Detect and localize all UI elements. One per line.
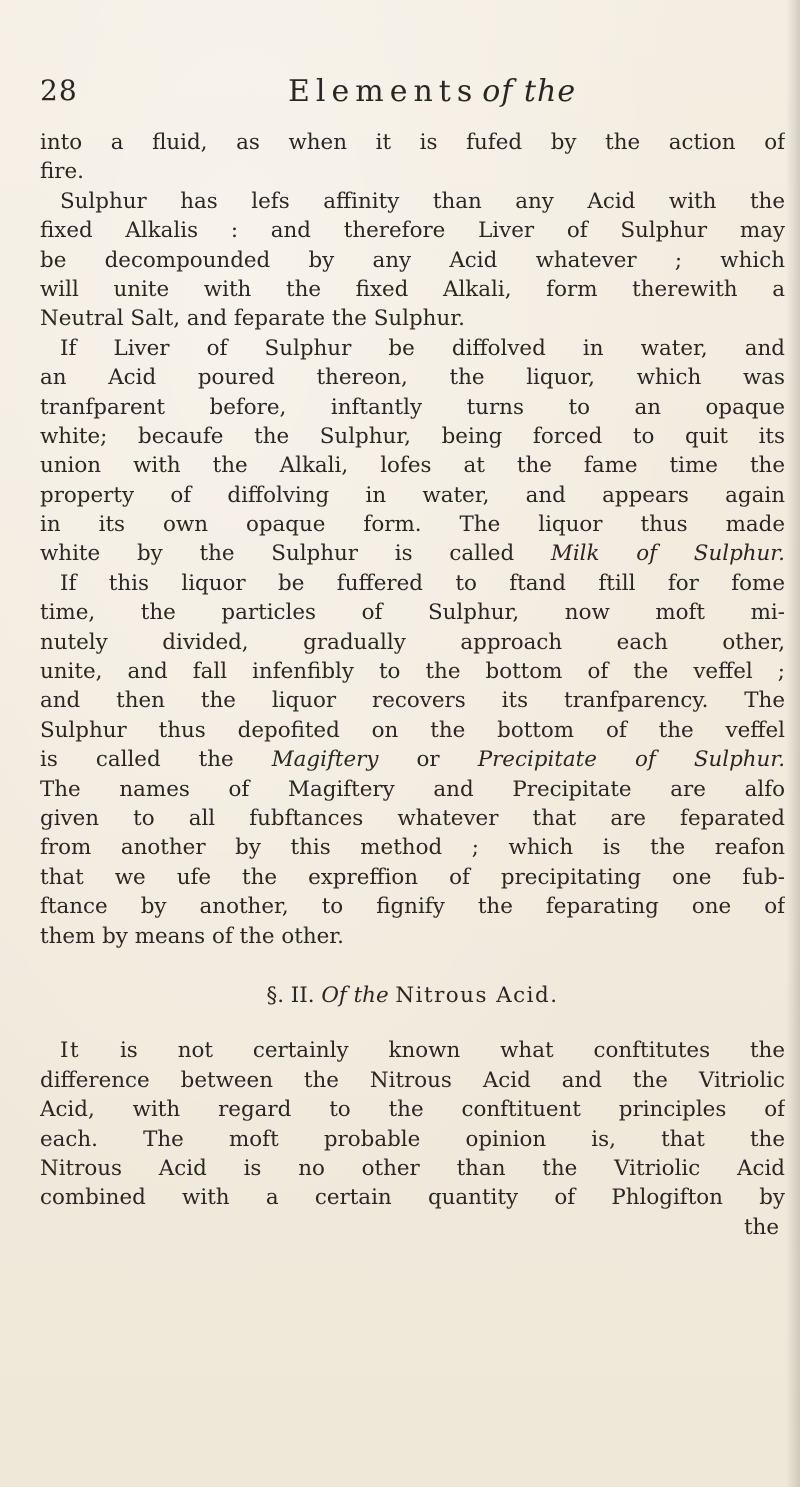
text-line: each. The moft probable opinion is, that the <box>40 1126 785 1152</box>
section-number: §. II. <box>266 982 315 1008</box>
text-line: them by means of the other. <box>40 923 344 949</box>
italic-term: Magiftery <box>271 747 379 773</box>
spacer <box>40 951 785 981</box>
body-text <box>40 128 785 1242</box>
text-line <box>40 1036 785 1065</box>
text-line: Sulphur has lefs affinity than any Acid with the <box>60 188 785 214</box>
text-line <box>40 539 785 568</box>
page-edge-shadow <box>786 0 800 1487</box>
text-run: is called the <box>40 747 234 773</box>
text-line: If this liquor be fuffered to ftand ftill for fome <box>60 570 785 596</box>
text-line: Sulphur thus depofited on the bottom of the veffel <box>40 717 785 743</box>
text-line: fixed Alkalis : and therefore Liver of Sulphur may <box>40 218 785 244</box>
section-title: Nitrous Acid. <box>395 982 559 1008</box>
text-line: union with the Alkali, lofes at the fame time the <box>40 453 785 479</box>
text-line: Nitrous Acid is no other than the Vitriolic Acid <box>40 1155 785 1181</box>
running-head-main: Elements <box>288 74 479 109</box>
text-line: If Liver of Sulphur be diffolved in water, and <box>60 335 785 361</box>
spacer <box>40 1010 785 1036</box>
text-line: from another by this method ; which is the reafon <box>40 835 785 861</box>
text-line: will unite with the fixed Alkali, form therewith a <box>40 276 785 302</box>
text-line: white; becaufe the Sulphur, being forced to quit its <box>40 423 785 449</box>
text-line: that we ufe the expreffion of precipitating one fub- <box>40 864 785 890</box>
text-line: combined with a certain quantity of Phlogifton by <box>40 1185 785 1211</box>
text-line: into a fluid, as when it is fufed by the action of <box>40 130 785 155</box>
text-line: tranfparent before, inftantly turns to an opaque <box>40 394 785 420</box>
text-line: property of diffolving in water, and appears again <box>40 482 785 508</box>
text-line: time, the particles of Sulphur, now moft mi- <box>40 600 785 626</box>
text-line: The names of Magiftery and Precipitate are alfo <box>40 776 785 802</box>
text-line: ftance by another, to fignify the feparating one of <box>40 894 785 920</box>
text-line: given to all fubftances whatever that are feparated <box>40 805 785 831</box>
text-line: be decompounded by any Acid whatever ; which <box>40 247 785 273</box>
text-run: white by the Sulphur is called <box>40 541 515 567</box>
text-line: Acid, with regard to the conftituent principles of <box>40 1097 785 1123</box>
text-line: an Acid poured thereon, the liquor, which was <box>40 365 785 391</box>
text-line: difference between the Nitrous Acid and the Vitriolic <box>40 1067 785 1093</box>
italic-term: Milk of Sulphur. <box>550 541 785 567</box>
text-line: fire. <box>40 159 84 185</box>
section-title-italic: Of the <box>321 982 389 1008</box>
page-number: 28 <box>40 74 78 107</box>
text-run: is not certainly known what conftitutes the <box>119 1038 785 1064</box>
catchword: the <box>743 1214 779 1240</box>
text-line: in its own opaque form. The liquor thus made <box>40 512 785 538</box>
italic-term: Precipitate of Sulphur. <box>477 747 785 773</box>
running-head <box>288 74 576 109</box>
text-line: Neutral Salt, and feparate the Sulphur. <box>40 306 465 332</box>
section-heading <box>40 981 785 1010</box>
text-line: and then the liquor recovers its tranfparency. The <box>40 688 785 714</box>
drop-word: It <box>60 1038 81 1064</box>
text-line: nutely divided, gradually approach each other, <box>40 629 785 655</box>
text-run: or <box>416 747 440 773</box>
text-line: unite, and fall infenfibly to the bottom of the veffel ; <box>40 659 785 685</box>
running-head-italic: of the <box>482 74 577 109</box>
page-header <box>40 74 760 124</box>
text-line <box>40 745 785 774</box>
